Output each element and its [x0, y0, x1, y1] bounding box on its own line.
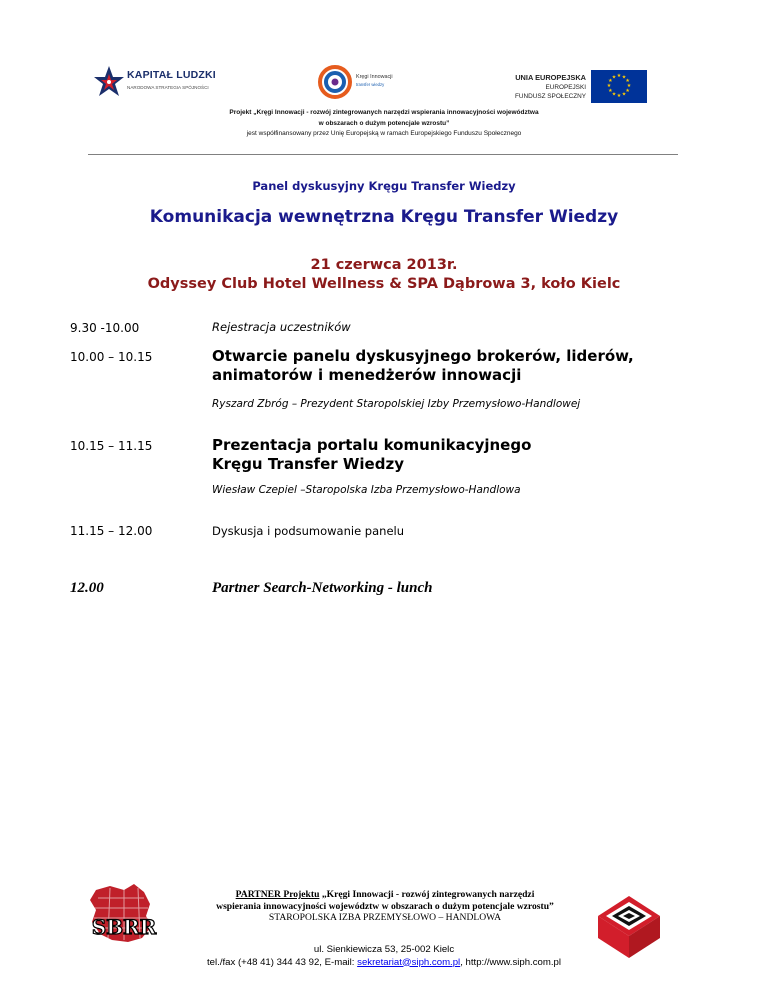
event-date: 21 czerwca 2013r. [310, 257, 458, 273]
contact-prefix: tel./fax (+48 41) 344 43 92, E-mail: [207, 956, 358, 968]
project-line-1: Projekt „Kręgi Innowacji - rozwój zintegrowanych narzędzi wspierania innowacyjności województwa [229, 109, 539, 116]
agenda-speaker-2: Ryszard Zbróg – Prezydent Staropolskiej Izby Przemysłowo-Handlowej [212, 398, 581, 410]
kapital-ludzki-star-icon [93, 63, 125, 103]
eu-logo-text [498, 72, 586, 101]
kapital-ludzki-logo [93, 63, 223, 107]
project-line-3: jest współfinansowany przez Unię Europejską w ramach Europejskiego Funduszu Społecznego [246, 130, 522, 137]
eu-logo-line3: FUNDUSZ SPOŁECZNY [514, 93, 586, 100]
agenda-time-3: 10.15 – 11.15 [70, 439, 153, 453]
agenda-title-4: Dyskusja i podsumowanie panelu [212, 524, 405, 538]
kregi-innowacji-subtitle: transfer wiedzy [356, 82, 385, 87]
kregi-innowacji-title: Kręgi Innowacji [356, 74, 393, 80]
project-funding-note [60, 108, 708, 140]
eu-logo-line2: EUROPEJSKI [545, 84, 586, 91]
svg-text:★: ★ [611, 74, 617, 81]
svg-text:★: ★ [625, 88, 630, 94]
contact-suffix: , http://www.siph.com.pl [460, 956, 561, 968]
agenda-title-3-line2: Kręgu Transfer Wiedzy [212, 455, 404, 473]
partner-line-1-rest: „Kręgi Innowacji - rozwój zintegrowanych narzędzi [319, 889, 535, 900]
partner-line-2: wspierania innowacyjności województw w obszarach o dużym potencjale wzrostu” [216, 900, 554, 912]
agenda-title-2-line1: Otwarcie panelu dyskusyjnego brokerów, liderów, [212, 347, 634, 365]
svg-text:★: ★ [608, 78, 613, 84]
agenda-title-2 [212, 347, 634, 385]
agenda-time-2: 10.00 – 10.15 [70, 350, 153, 364]
kregi-innowacji-logo [316, 60, 406, 110]
svg-text:★: ★ [625, 78, 630, 84]
agenda-time-1: 9.30 -10.00 [70, 321, 140, 335]
partner-label: PARTNER Projektu [235, 889, 320, 900]
panel-subtitle: Panel dyskusyjny Kręgu Transfer Wiedzy [252, 179, 516, 193]
kapital-ludzki-subtitle: NARODOWA STRATEGIA SPÓJNOŚCI [127, 85, 209, 90]
agenda-title-3-line1: Prezentacja portalu komunikacyjnego [212, 436, 532, 454]
siph-logo [596, 894, 662, 960]
svg-text:★: ★ [608, 88, 613, 94]
agenda-speaker-3: Wiesław Czepiel –Staropolska Izba Przemysłowo-Handlowa [212, 484, 521, 496]
agenda-title-3 [212, 436, 531, 474]
kregi-innowacji-circles-icon [316, 63, 354, 101]
header-divider [88, 154, 678, 155]
svg-text:★: ★ [616, 93, 622, 99]
sbrr-logo-text: SBRR [91, 915, 157, 939]
svg-text:★: ★ [626, 83, 632, 89]
kapital-ludzki-title: KAPITAŁ LUDZKI [127, 69, 216, 81]
partner-line-3: STAROPOLSKA IZBA PRZEMYSŁOWO – HANDLOWA [268, 912, 502, 923]
eu-flag-icon [591, 70, 647, 103]
partner-note [150, 889, 620, 924]
agenda-title-5: Partner Search-Networking - lunch [212, 580, 433, 596]
event-venue: Odyssey Club Hotel Wellness & SPA Dąbrowa 3, koło Kielc [147, 276, 621, 292]
svg-text:★: ★ [616, 73, 622, 79]
svg-text:★: ★ [621, 91, 627, 98]
eu-logo-line1: UNIA EUROPEJSKA [515, 73, 586, 82]
partner-line-1 [150, 889, 620, 901]
agenda-title-1: Rejestracja uczestników [212, 320, 351, 334]
project-line-2: w obszarach o dużym potencjale wzrostu” [318, 119, 450, 127]
main-title: Komunikacja wewnętrzna Kręgu Transfer Wiedzy [149, 207, 619, 227]
agenda-title-2-line2: animatorów i menedżerów innowacji [212, 366, 522, 384]
agenda-time-4: 11.15 – 12.00 [70, 524, 153, 538]
svg-text:★: ★ [606, 83, 612, 89]
address-line: ul. Sienkiewicza 53, 25-002 Kielc [313, 944, 455, 955]
svg-text:★: ★ [621, 74, 627, 81]
email-link[interactable]: sekretariat@siph.com.pl [357, 956, 461, 968]
agenda-time-5: 12.00 [70, 580, 104, 596]
svg-text:★: ★ [611, 91, 617, 98]
